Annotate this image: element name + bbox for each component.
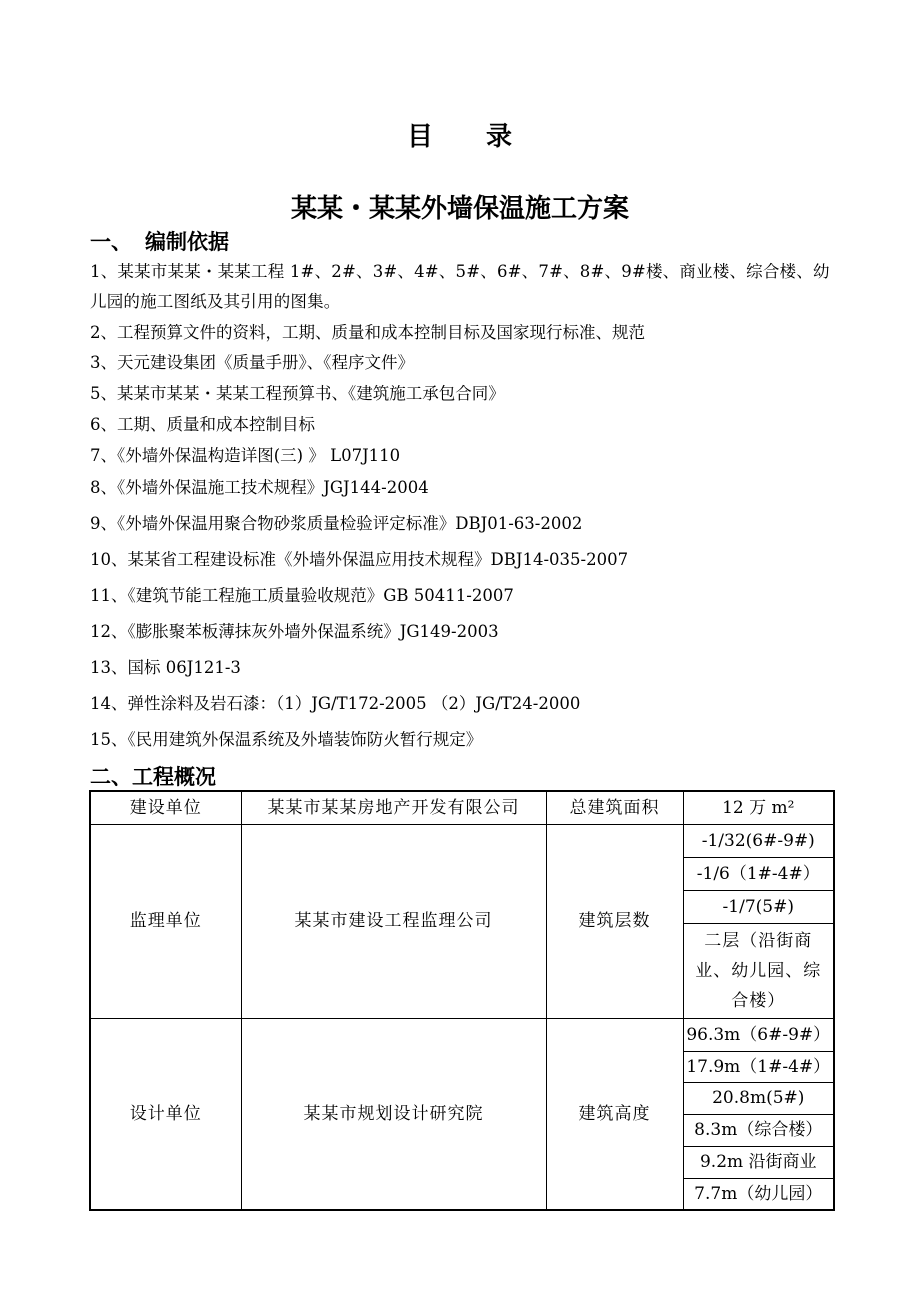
value-cell: 某某市规划设计研究院 — [241, 1018, 546, 1210]
height-value: 7.7m（幼儿园） — [683, 1178, 834, 1210]
section-heading-overview: 二、工程概况 — [90, 765, 216, 789]
page-title-char-2: 录 — [486, 122, 514, 152]
basis-item-7: 7、《外墙外保温构造详图(三) 》 L07J110 — [90, 446, 401, 465]
basis-item-3: 3、天元建设集团《质量手册》、《程序文件》 — [90, 353, 414, 372]
floors-value: -1/7(5#) — [683, 890, 834, 923]
basis-item-9: 9、《外墙外保温用聚合物砂浆质量检验评定标准》DBJ01-63-2002 — [90, 514, 583, 533]
basis-item-1: 1、某某市某某・某某工程 1#、2#、3#、4#、5#、6#、7#、8#、9#楼、商业楼、综合楼、幼儿园的施工图纸及其引用的图集。 — [90, 262, 830, 311]
basis-item-2: 2、工程预算文件的资料，工期、质量和成本控制目标及国家现行标准、规范 — [90, 323, 645, 342]
height-value: 8.3m（综合楼） — [683, 1114, 834, 1146]
page-title — [0, 116, 920, 153]
basis-item-11: 11、《建筑节能工程施工质量验收规范》GB 50411-2007 — [90, 586, 514, 605]
height-value: 20.8m(5#) — [683, 1082, 834, 1114]
basis-item-15: 15、《民用建筑外保温系统及外墙装饰防火暂行规定》 — [90, 730, 483, 749]
value-cell: 某某市建设工程监理公司 — [241, 824, 546, 1018]
value-cell: 某某市某某房地产开发有限公司 — [241, 791, 546, 824]
floors-value: -1/6（1#-4#） — [683, 857, 834, 890]
floors-value: 二层（沿街商业、幼儿园、综合楼） — [683, 923, 834, 1018]
basis-item-13: 13、国标 06J121-3 — [90, 658, 241, 677]
basis-item-8: 8、《外墙外保温施工技术规程》JGJ144-2004 — [90, 478, 429, 497]
value-cell: 12 万 m² — [683, 791, 834, 824]
basis-item-10: 10、某某省工程建设标准《外墙外保温应用技术规程》DBJ14-035-2007 — [90, 550, 629, 569]
basis-item-12: 12、《膨胀聚苯板薄抹灰外墙外保温系统》JG149-2003 — [90, 622, 499, 641]
floors-value: -1/32(6#-9#) — [683, 824, 834, 857]
section-title: 编制依据 — [145, 230, 229, 254]
basis-item-5: 5、某某市某某・某某工程预算书、《建筑施工承包合同》 — [90, 384, 505, 403]
label-cell: 监理单位 — [90, 824, 241, 1018]
section-heading-basis — [90, 226, 229, 256]
label-cell: 设计单位 — [90, 1018, 241, 1210]
label-cell: 建筑高度 — [546, 1018, 683, 1210]
label-cell: 建设单位 — [90, 791, 241, 824]
table-row — [90, 824, 834, 857]
table-row — [90, 1018, 834, 1051]
page-title-char-1: 目 — [406, 122, 434, 152]
label-cell: 总建筑面积 — [546, 791, 683, 824]
document-title: 某某・某某外墙保温施工方案 — [290, 194, 629, 224]
basis-item-6: 6、工期、质量和成本控制目标 — [90, 415, 315, 434]
height-value: 9.2m 沿街商业 — [683, 1146, 834, 1178]
section-number: 一、 — [90, 230, 132, 254]
basis-item-14: 14、弹性涂料及岩石漆：（1）JG/T172-2005 （2）JG/T24-2000 — [90, 694, 581, 713]
label-cell: 建筑层数 — [546, 824, 683, 1018]
height-value: 96.3m（6#-9#） — [683, 1018, 834, 1051]
height-value: 17.9m（1#-4#） — [683, 1051, 834, 1082]
project-overview-table — [89, 790, 835, 1211]
table-row — [90, 791, 834, 824]
